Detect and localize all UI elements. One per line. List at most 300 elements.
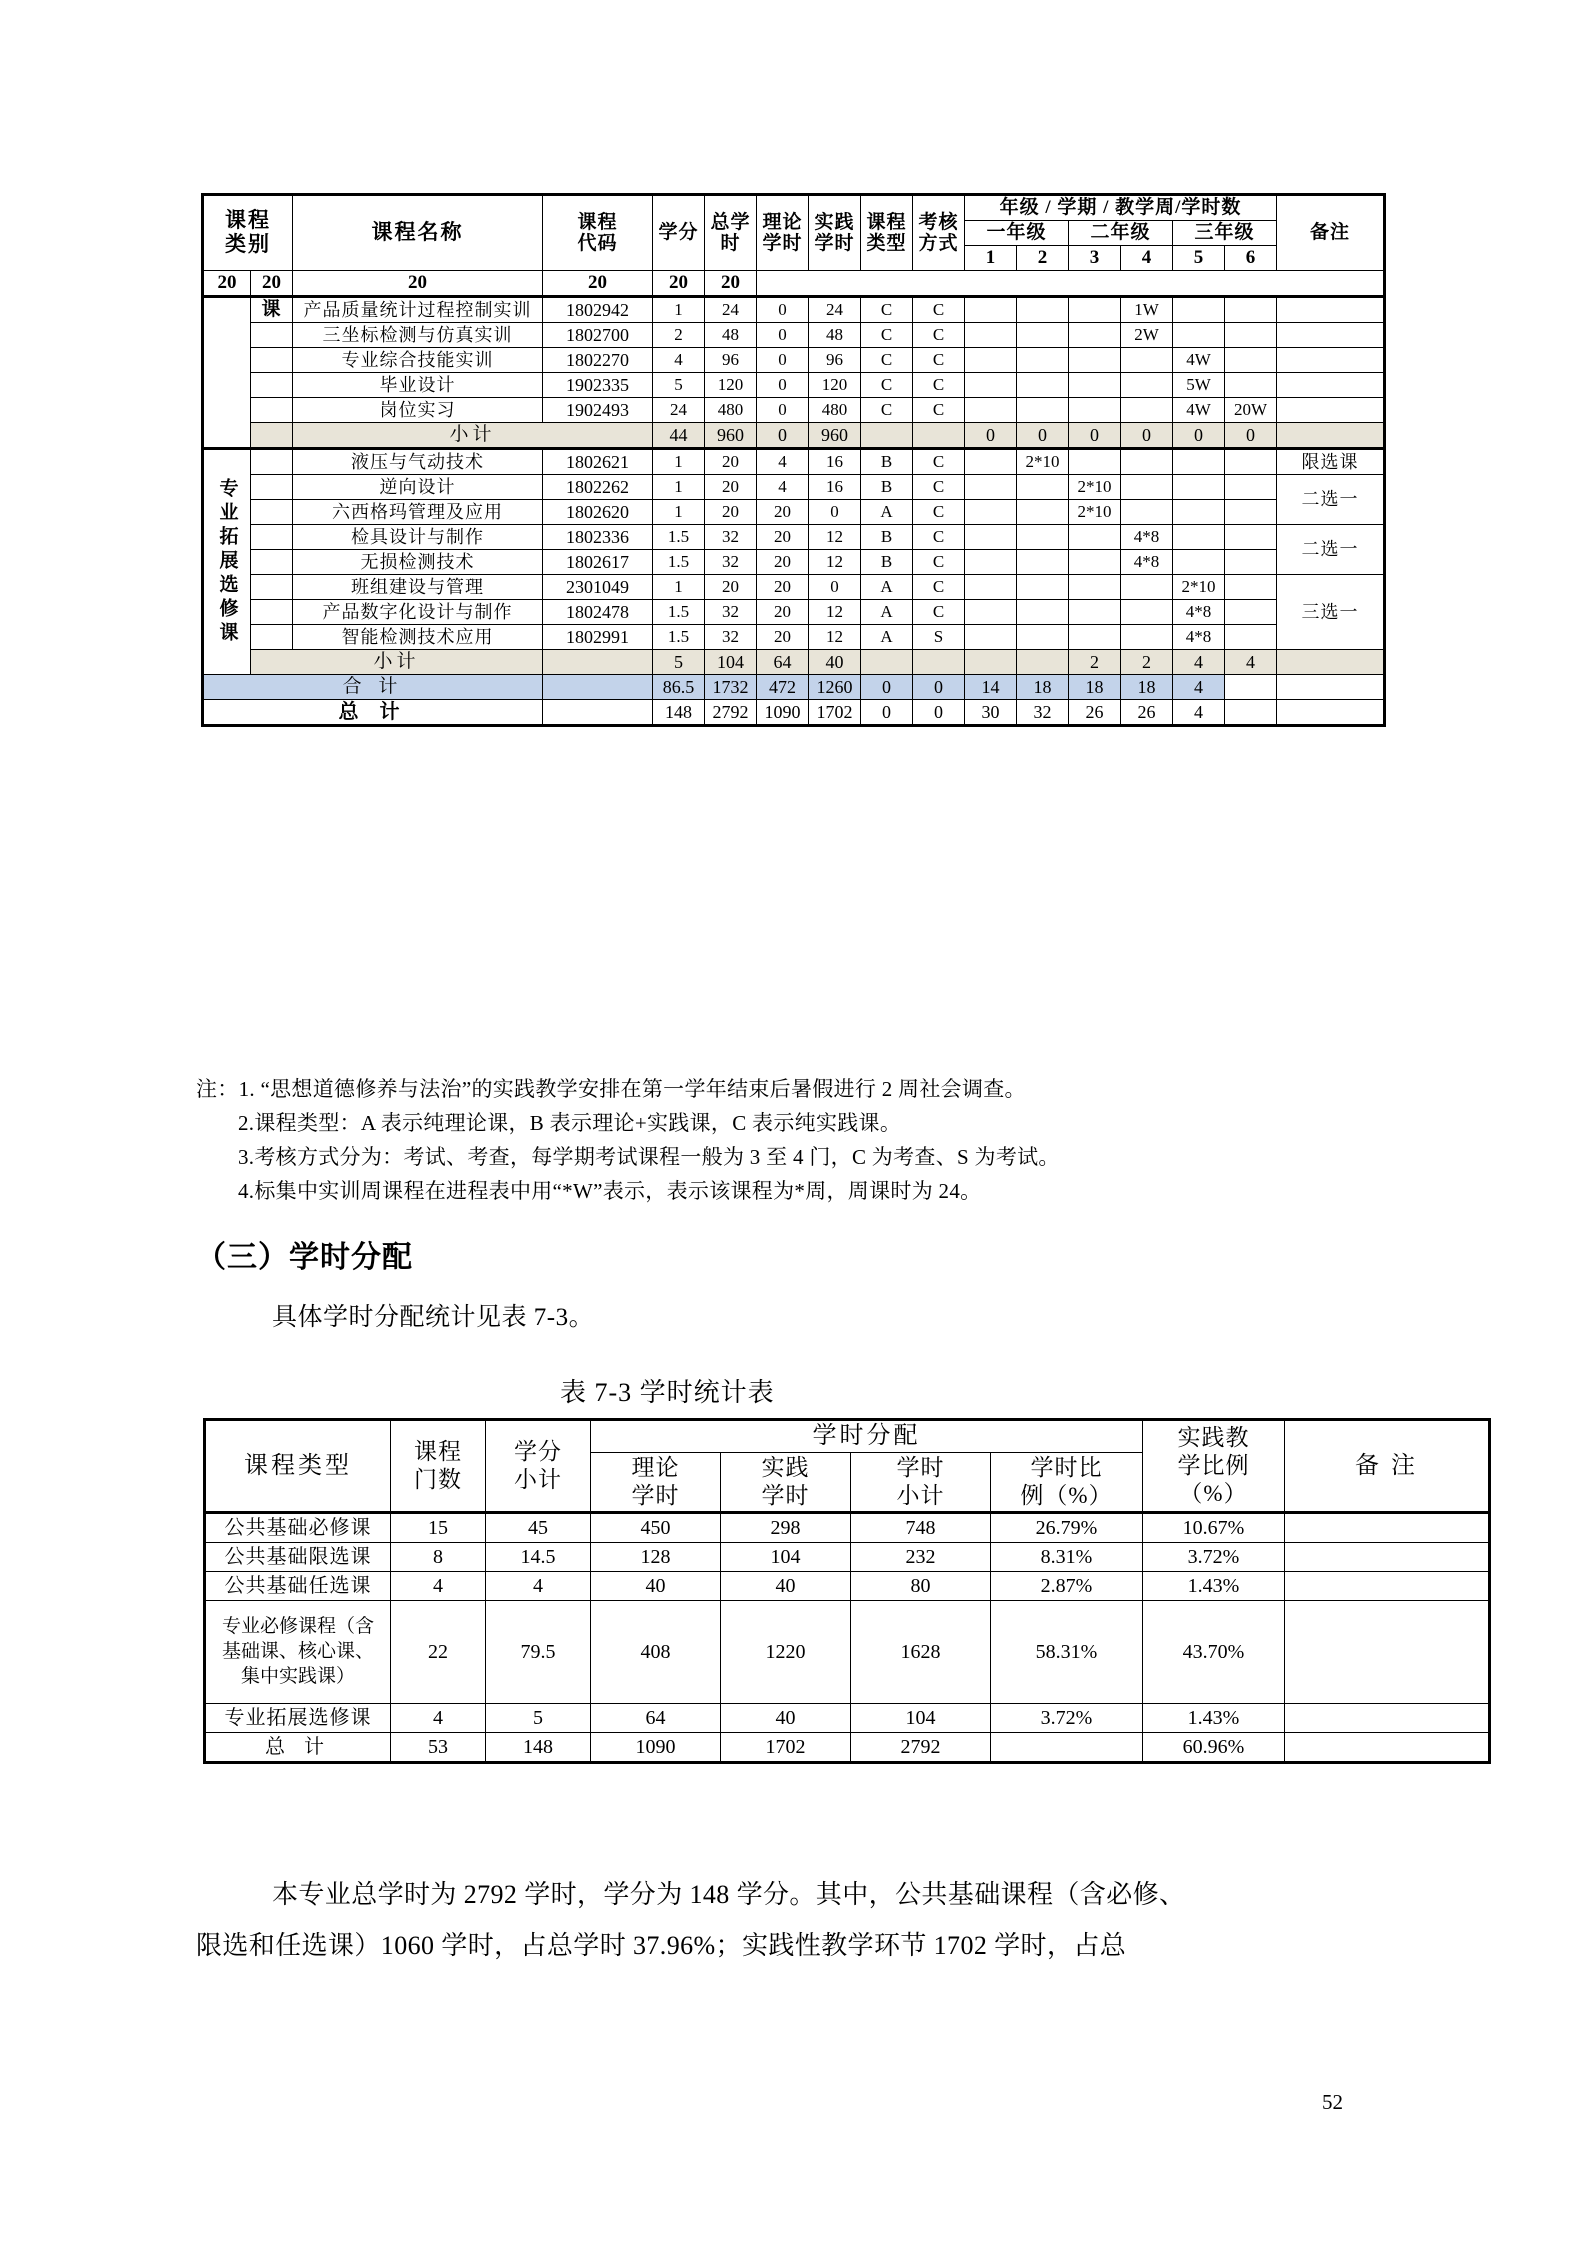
sem-6: 20W	[1225, 398, 1277, 423]
t2-subtotal: 232	[851, 1543, 991, 1572]
t2-ratio: 58.31%	[991, 1601, 1143, 1704]
row-remark	[1277, 398, 1385, 423]
t2-remark	[1285, 1704, 1490, 1733]
th-semester-6: 6	[1225, 246, 1277, 271]
category-spacer	[251, 398, 293, 423]
sem-1	[965, 625, 1017, 650]
t2-total-credit: 148	[486, 1733, 591, 1763]
t2-total-count: 53	[391, 1733, 486, 1763]
assess-method: C	[913, 348, 965, 373]
total-hours: 32	[705, 550, 757, 575]
subtotal-code	[543, 650, 653, 675]
t2-row	[205, 1601, 1490, 1704]
th-credits: 学分	[653, 195, 705, 271]
credit: 1	[653, 500, 705, 525]
theory-hours: 20	[757, 575, 809, 600]
subtotal-sem-2	[1017, 650, 1069, 675]
th-course-type: 课程 类型	[861, 195, 913, 271]
zongji-theory: 1090	[757, 700, 809, 726]
total-hours: 120	[705, 373, 757, 398]
course-name: 智能检测技术应用	[293, 625, 543, 650]
t2-remark	[1285, 1513, 1490, 1543]
sem-2: 2*10	[1017, 449, 1069, 475]
sem-3	[1069, 449, 1121, 475]
heji-sem-5: 4	[1173, 675, 1225, 700]
course-code: 1802620	[543, 500, 653, 525]
zongji-sem-3: 26	[1069, 700, 1121, 726]
t2-total-subtotal: 2792	[851, 1733, 991, 1763]
row-remark: 三选一	[1277, 575, 1385, 650]
subtotal-sem-3: 0	[1069, 423, 1121, 449]
sem-5: 4*8	[1173, 600, 1225, 625]
credit: 1	[653, 575, 705, 600]
sem-5: 2*10	[1173, 575, 1225, 600]
assess-method: C	[913, 575, 965, 600]
section-paragraph: 具体学时分配统计见表 7-3。	[272, 1304, 595, 1331]
sem-3	[1069, 575, 1121, 600]
table-row	[203, 575, 1385, 600]
course-code: 1802617	[543, 550, 653, 575]
subtotal-credit: 44	[653, 423, 705, 449]
practice-hours: 96	[809, 348, 861, 373]
theory-hours: 20	[757, 550, 809, 575]
category-spacer	[251, 449, 293, 475]
sem-4: 4*8	[1121, 550, 1173, 575]
th-semester-3: 3	[1069, 246, 1121, 271]
closing-paragraph	[196, 1870, 1391, 1971]
th-course-name: 课程名称	[293, 195, 543, 271]
practice-hours: 0	[809, 575, 861, 600]
theory-hours: 20	[757, 625, 809, 650]
course-type: A	[861, 500, 913, 525]
course-name: 无损检测技术	[293, 550, 543, 575]
subtotal-sem-1: 0	[965, 423, 1017, 449]
sem-4	[1121, 348, 1173, 373]
t2-theory: 40	[591, 1572, 721, 1601]
table-row	[203, 398, 1385, 423]
credit: 1	[653, 449, 705, 475]
category-cell-blank	[203, 297, 251, 449]
theory-hours: 20	[757, 525, 809, 550]
course-name: 毕业设计	[293, 373, 543, 398]
course-type: A	[861, 575, 913, 600]
t2-practice: 104	[721, 1543, 851, 1572]
t2-count: 4	[391, 1572, 486, 1601]
category-spacer	[251, 525, 293, 550]
th2-remark: 备 注	[1285, 1420, 1490, 1513]
category-spacer	[251, 373, 293, 398]
sem-1	[965, 600, 1017, 625]
course-code: 1802336	[543, 525, 653, 550]
closing-line-2: 限选和任选课）1060 学时，占总学时 37.96%；实践性教学环节 1702 学时，占总	[196, 1930, 1127, 1960]
table-notes	[196, 1072, 1396, 1208]
subtotal-total: 104	[705, 650, 757, 675]
total-hours: 96	[705, 348, 757, 373]
sem-3	[1069, 373, 1121, 398]
zongji-remark	[1277, 700, 1385, 726]
t2-subtotal: 104	[851, 1704, 991, 1733]
table-row	[203, 525, 1385, 550]
page-number: 52	[1322, 2090, 1343, 2114]
t2-subtotal: 80	[851, 1572, 991, 1601]
assess-method: C	[913, 398, 965, 423]
th2-hour-allocation: 学时分配	[591, 1420, 1143, 1453]
table-row	[203, 373, 1385, 398]
sem-1	[965, 398, 1017, 423]
t2-row	[205, 1543, 1490, 1572]
subtotal-theory: 64	[757, 650, 809, 675]
table-row	[203, 500, 1385, 525]
category-spacer	[251, 550, 293, 575]
zongji-sem-6	[1225, 700, 1277, 726]
t2-remark	[1285, 1572, 1490, 1601]
subtotal-assess	[913, 423, 965, 449]
sem-5	[1173, 550, 1225, 575]
category-label-ke: 课	[251, 297, 293, 323]
subtotal-row	[203, 650, 1385, 675]
theory-hours: 20	[757, 600, 809, 625]
course-type: C	[861, 297, 913, 323]
sem-6	[1225, 625, 1277, 650]
t2-total-theory: 1090	[591, 1733, 721, 1763]
sem-4	[1121, 373, 1173, 398]
sem-1	[965, 348, 1017, 373]
course-code: 1802942	[543, 297, 653, 323]
th-assess-method: 考核 方式	[913, 195, 965, 271]
th-weeks-1: 20	[203, 271, 251, 297]
assess-method: C	[913, 297, 965, 323]
zongji-sem-2: 32	[1017, 700, 1069, 726]
heji-sem-1: 14	[965, 675, 1017, 700]
sem-4	[1121, 600, 1173, 625]
assess-method: C	[913, 550, 965, 575]
th-semester-5: 5	[1173, 246, 1225, 271]
t2-remark	[1285, 1601, 1490, 1704]
sem-4	[1121, 625, 1173, 650]
t2-theory: 408	[591, 1601, 721, 1704]
table-row	[203, 297, 1385, 323]
sem-5	[1173, 525, 1225, 550]
zongji-credit: 148	[653, 700, 705, 726]
category-spacer	[251, 500, 293, 525]
th2-hour-subtotal: 学时 小计	[851, 1453, 991, 1513]
subtotal-total: 960	[705, 423, 757, 449]
total-heji-row	[203, 675, 1385, 700]
subtotal-assess	[913, 650, 965, 675]
category-spacer	[251, 323, 293, 348]
subtotal-sem-6: 0	[1225, 423, 1277, 449]
t2-course-type: 专业必修课程（含 基础课、核心课、 集中实践课）	[205, 1601, 391, 1704]
theory-hours: 20	[757, 500, 809, 525]
zongji-assess: 0	[913, 700, 965, 726]
subtotal-sem-3: 2	[1069, 650, 1121, 675]
total-hours: 20	[705, 500, 757, 525]
sem-2	[1017, 475, 1069, 500]
sem-5	[1173, 475, 1225, 500]
sem-6	[1225, 373, 1277, 398]
assess-method: C	[913, 475, 965, 500]
theory-hours: 0	[757, 373, 809, 398]
th2-practice-hours: 实践 学时	[721, 1453, 851, 1513]
sem-2	[1017, 500, 1069, 525]
t2-total-practice-ratio: 60.96%	[1143, 1733, 1285, 1763]
subtotal-label: 小计	[293, 423, 653, 449]
t2-row	[205, 1572, 1490, 1601]
sem-5: 4W	[1173, 398, 1225, 423]
t2-practice: 1220	[721, 1601, 851, 1704]
table-row	[203, 600, 1385, 625]
sem-2	[1017, 575, 1069, 600]
course-schedule-table	[201, 193, 1386, 727]
t2-practice-ratio: 1.43%	[1143, 1704, 1285, 1733]
sem-4	[1121, 398, 1173, 423]
sem-3	[1069, 297, 1121, 323]
t2-theory: 450	[591, 1513, 721, 1543]
t2-credit: 79.5	[486, 1601, 591, 1704]
t2-practice: 40	[721, 1704, 851, 1733]
total-hours: 32	[705, 525, 757, 550]
th-practice-hours: 实践 学时	[809, 195, 861, 271]
course-code: 1802700	[543, 323, 653, 348]
course-name: 岗位实习	[293, 398, 543, 423]
t2-ratio: 26.79%	[991, 1513, 1143, 1543]
th-weeks-4: 20	[543, 271, 653, 297]
credit: 1.5	[653, 525, 705, 550]
assess-method: C	[913, 373, 965, 398]
zongji-type: 0	[861, 700, 913, 726]
theory-hours: 4	[757, 449, 809, 475]
total-hours: 32	[705, 625, 757, 650]
t2-header-row-1	[205, 1420, 1490, 1453]
subtotal-sem-4: 2	[1121, 650, 1173, 675]
note-line-2: 2.课程类型：A 表示纯理论课，B 表示理论+实践课，C 表示纯实践课。	[238, 1111, 902, 1136]
sem-2	[1017, 525, 1069, 550]
zongji-practice: 1702	[809, 700, 861, 726]
course-name: 六西格玛管理及应用	[293, 500, 543, 525]
course-code: 1902335	[543, 373, 653, 398]
heji-sem-2: 18	[1017, 675, 1069, 700]
sem-1	[965, 575, 1017, 600]
sem-3	[1069, 398, 1121, 423]
heji-total: 1732	[705, 675, 757, 700]
sem-5	[1173, 449, 1225, 475]
assess-method: C	[913, 323, 965, 348]
th2-course-count: 课程 门数	[391, 1420, 486, 1513]
th-total-hours: 总学 时	[705, 195, 757, 271]
sem-6	[1225, 297, 1277, 323]
sem-5	[1173, 500, 1225, 525]
t2-credit: 4	[486, 1572, 591, 1601]
closing-line-1: 本专业总学时为 2792 学时，学分为 148 学分。其中，公共基础课程（含必修、	[272, 1880, 1186, 1909]
heji-sem-4: 18	[1121, 675, 1173, 700]
sem-2	[1017, 348, 1069, 373]
note-line-4: 4.标集中实训周课程在进程表中用“*W”表示，表示该课程为*周，周课时为 24。	[238, 1179, 982, 1204]
th2-practice-ratio: 实践教 学比例 （%）	[1143, 1420, 1285, 1513]
assess-method: C	[913, 500, 965, 525]
heji-sem-6	[1225, 675, 1277, 700]
subtotal-credit: 5	[653, 650, 705, 675]
practice-hours: 16	[809, 475, 861, 500]
credit: 1	[653, 297, 705, 323]
table-row	[203, 475, 1385, 500]
course-type: B	[861, 550, 913, 575]
subtotal-label: 小计	[251, 650, 543, 675]
practice-hours: 120	[809, 373, 861, 398]
assess-method: S	[913, 625, 965, 650]
credit: 1.5	[653, 550, 705, 575]
row-remark	[1277, 348, 1385, 373]
sem-6	[1225, 475, 1277, 500]
t2-total-label: 总 计	[205, 1733, 391, 1763]
course-code: 1802991	[543, 625, 653, 650]
practice-hours: 24	[809, 297, 861, 323]
category-spacer	[251, 600, 293, 625]
course-type: C	[861, 348, 913, 373]
t2-total-ratio	[991, 1733, 1143, 1763]
note-line-1: 注：1. “思想道德修养与法治”的实践教学安排在第一学年结束后暑假进行 2 周社会调查。	[196, 1077, 1026, 1101]
practice-hours: 48	[809, 323, 861, 348]
t2-practice-ratio: 43.70%	[1143, 1601, 1285, 1704]
sem-6	[1225, 550, 1277, 575]
heji-remark	[1277, 675, 1385, 700]
course-code: 1802478	[543, 600, 653, 625]
total-hours: 48	[705, 323, 757, 348]
practice-hours: 0	[809, 500, 861, 525]
t2-remark	[1285, 1543, 1490, 1572]
course-type: A	[861, 625, 913, 650]
subtotal-theory: 0	[757, 423, 809, 449]
theory-hours: 0	[757, 323, 809, 348]
course-type: B	[861, 475, 913, 500]
sem-3	[1069, 323, 1121, 348]
sem-6	[1225, 525, 1277, 550]
course-name: 产品数字化设计与制作	[293, 600, 543, 625]
table-row	[203, 323, 1385, 348]
subtotal-remark	[1277, 423, 1385, 449]
total-hours: 32	[705, 600, 757, 625]
practice-hours: 16	[809, 449, 861, 475]
t2-theory: 128	[591, 1543, 721, 1572]
t2-total-remark	[1285, 1733, 1490, 1763]
course-name: 产品质量统计过程控制实训	[293, 297, 543, 323]
sem-2	[1017, 600, 1069, 625]
row-remark	[1277, 373, 1385, 398]
credit: 1	[653, 475, 705, 500]
th-remark: 备注	[1277, 195, 1385, 271]
course-code: 1802621	[543, 449, 653, 475]
course-name: 专业综合技能实训	[293, 348, 543, 373]
t2-practice-ratio: 10.67%	[1143, 1513, 1285, 1543]
zongji-sem-5: 4	[1173, 700, 1225, 726]
zongji-sem-4: 26	[1121, 700, 1173, 726]
sem-5: 4*8	[1173, 625, 1225, 650]
total-hours: 20	[705, 475, 757, 500]
heji-code	[543, 675, 653, 700]
sem-6	[1225, 348, 1277, 373]
category-spacer	[251, 625, 293, 650]
assess-method: C	[913, 600, 965, 625]
note-line-3: 3.考核方式分为：考试、考查，每学期考试课程一般为 3 至 4 门，C 为考查、S 为考试。	[238, 1145, 1060, 1170]
t2-practice: 298	[721, 1513, 851, 1543]
heji-practice: 1260	[809, 675, 861, 700]
sem-4	[1121, 500, 1173, 525]
practice-hours: 12	[809, 600, 861, 625]
th-semester-2: 2	[1017, 246, 1069, 271]
theory-hours: 4	[757, 475, 809, 500]
course-type: C	[861, 323, 913, 348]
table-header-row-weeks	[203, 271, 1385, 297]
course-type: A	[861, 600, 913, 625]
zongji-label: 总 计	[203, 700, 543, 726]
practice-hours: 12	[809, 525, 861, 550]
t2-count: 4	[391, 1704, 486, 1733]
theory-hours: 0	[757, 348, 809, 373]
th-course-category: 课程 类别	[203, 195, 293, 271]
t2-course-type: 专业拓展选修课	[205, 1704, 391, 1733]
subtotal-sem-2: 0	[1017, 423, 1069, 449]
table-row	[203, 348, 1385, 373]
credit: 1.5	[653, 600, 705, 625]
heji-label: 合 计	[203, 675, 543, 700]
th2-theory-hours: 理论 学时	[591, 1453, 721, 1513]
credit: 5	[653, 373, 705, 398]
total-hours: 480	[705, 398, 757, 423]
th-year-2: 二年级	[1069, 221, 1173, 246]
subtotal-sem-5: 4	[1173, 650, 1225, 675]
total-hours: 20	[705, 575, 757, 600]
sem-2	[1017, 373, 1069, 398]
sem-4: 1W	[1121, 297, 1173, 323]
heji-sem-3: 18	[1069, 675, 1121, 700]
sem-3	[1069, 625, 1121, 650]
t2-ratio: 3.72%	[991, 1704, 1143, 1733]
course-type: B	[861, 525, 913, 550]
course-name: 液压与气动技术	[293, 449, 543, 475]
t2-count: 15	[391, 1513, 486, 1543]
course-type: C	[861, 373, 913, 398]
t2-course-type: 公共基础必修课	[205, 1513, 391, 1543]
th-year-3: 三年级	[1173, 221, 1277, 246]
heji-assess: 0	[913, 675, 965, 700]
table-header-row-1	[203, 195, 1385, 221]
sem-6	[1225, 500, 1277, 525]
course-name: 逆向设计	[293, 475, 543, 500]
table-row	[203, 550, 1385, 575]
th-semester-4: 4	[1121, 246, 1173, 271]
t2-credit: 5	[486, 1704, 591, 1733]
subtotal-sem-1	[965, 650, 1017, 675]
heji-credit: 86.5	[653, 675, 705, 700]
zongji-code	[543, 700, 653, 726]
sem-1	[965, 373, 1017, 398]
sem-5	[1173, 323, 1225, 348]
table-row	[203, 625, 1385, 650]
practice-hours: 12	[809, 550, 861, 575]
course-code: 1802270	[543, 348, 653, 373]
sem-6	[1225, 575, 1277, 600]
sem-3: 2*10	[1069, 500, 1121, 525]
sem-4: 2W	[1121, 323, 1173, 348]
total-hours: 20	[705, 449, 757, 475]
subtotal-type	[861, 423, 913, 449]
zongji-total: 2792	[705, 700, 757, 726]
sem-4: 4*8	[1121, 525, 1173, 550]
row-remark: 二选一	[1277, 525, 1385, 575]
course-type: B	[861, 449, 913, 475]
th-grade-semester-group: 年级 / 学期 / 教学周/学时数	[965, 195, 1277, 221]
sem-2	[1017, 625, 1069, 650]
t2-total-practice: 1702	[721, 1733, 851, 1763]
